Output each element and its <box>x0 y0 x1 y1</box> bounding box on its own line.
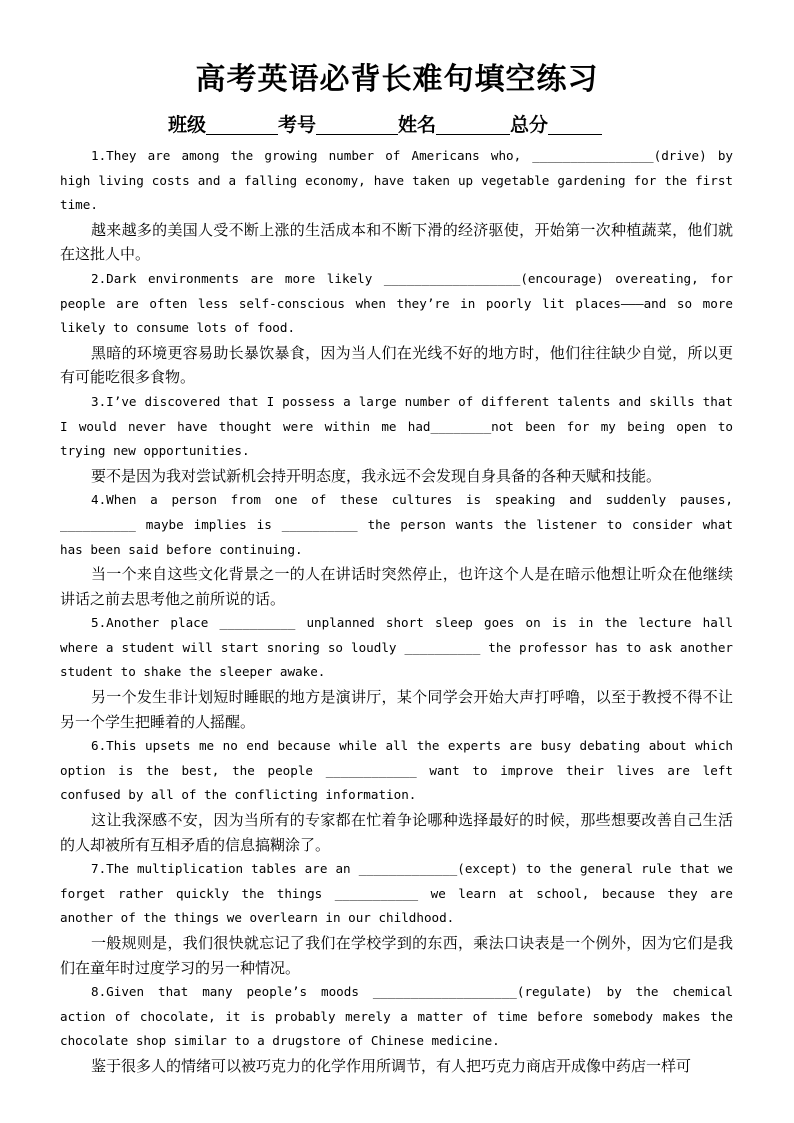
sentence-3-english: 3.I’ve discovered that I possess a large number of different talents and skills that I would never have thought were within me had________not been for my being open to trying new opportunities. <box>60 393 733 459</box>
sentence-6-english: 6.This upsets me no end because while all the experts are busy debating about which option is the best, the people ____________ want to improve their lives are left confused by all of the conflicting information. <box>60 738 733 803</box>
sentence-4-chinese: 当一个来自这些文化背景之一的人在讲话时突然停止，也许这个人是在暗示他想让听众在他继续讲话之前去思考他之前所说的话。 <box>60 565 733 608</box>
score-blank <box>548 114 602 135</box>
exam-number-blank <box>316 114 398 135</box>
sentence-2-english: 2.Dark environments are more likely __________________(encourage) overeating, for people are often less self-conscious when they’re in poorly lit places———and so more likely to consume lots of food. <box>60 270 733 336</box>
sentence-7-chinese: 一般规则是，我们很快就忘记了我们在学校学到的东西，乘法口诀表是一个例外，因为它们是我们在童年时过度学习的另一种情况。 <box>60 934 733 977</box>
score-label: 总分 <box>510 114 549 136</box>
sentence-8-chinese: 鉴于很多人的情绪可以被巧克力的化学作用所调节，有人把巧克力商店开成像中药店一样可 <box>91 1056 692 1075</box>
sentence-4-english: 4.When a person from one of these cultures is speaking and suddenly pauses, __________ maybe implies is __________ the person wants the listener to consider what has been said before continuing. <box>60 492 733 557</box>
sentence-3-chinese: 要不是因为我对尝试新机会持开明态度，我永远不会发现自身具备的各种天赋和技能。 <box>91 466 662 485</box>
exam-number-label: 考号 <box>278 114 317 136</box>
sentence-1-chinese: 越来越多的美国人受不断上涨的生活成本和不断下滑的经济驱使，开始第一次种植蔬菜，他们就在这批人中。 <box>60 220 733 264</box>
sentence-2-chinese: 黑暗的环境更容易助长暴饮暴食，因为当人们在光线不好的地方时，他们往往缺少自觉，所以更有可能吃很多食物。 <box>60 343 733 387</box>
exercise-list <box>60 144 733 1079</box>
page-title: 高考英语必背长难句填空练习 <box>195 62 599 97</box>
sentence-8-english: 8.Given that many people’s moods ___________________(regulate) by the chemical action of chocolate, it is probably merely a matter of time before somebody makes the chocolate shop similar to a drugstore of Chinese medicine. <box>60 984 733 1049</box>
sentence-1-english: 1.They are among the growing number of Americans who, ________________(drive) by high living costs and a falling economy, have taken up vegetable gardening for the first time. <box>60 148 733 213</box>
sentence-6-chinese: 这让我深感不安，因为当所有的专家都在忙着争论哪种选择最好的时候，那些想要改善自己生活的人却被所有互相矛盾的信息搞糊涂了。 <box>60 811 733 854</box>
name-blank <box>436 114 510 135</box>
name-label: 姓名 <box>398 114 437 136</box>
sentence-5-chinese: 另一个发生非计划短时睡眠的地方是演讲厅，某个同学会开始大声打呼噜，以至于教授不得不让另一个学生把睡着的人摇醒。 <box>60 688 733 731</box>
class-label: 班级 <box>168 114 207 136</box>
student-info-line <box>168 111 648 139</box>
sentence-5-english: 5.Another place __________ unplanned short sleep goes on is in the lecture hall where a student will start snoring so loudly __________ the professor has to ask another student to shake the sleeper awake. <box>60 615 733 680</box>
sentence-7-english: 7.The multiplication tables are an _____________(except) to the general rule that we forget rather quickly the things ___________ we learn at school, because they are another of the things we overlearn in our childhood. <box>60 861 733 926</box>
class-blank <box>206 114 278 135</box>
